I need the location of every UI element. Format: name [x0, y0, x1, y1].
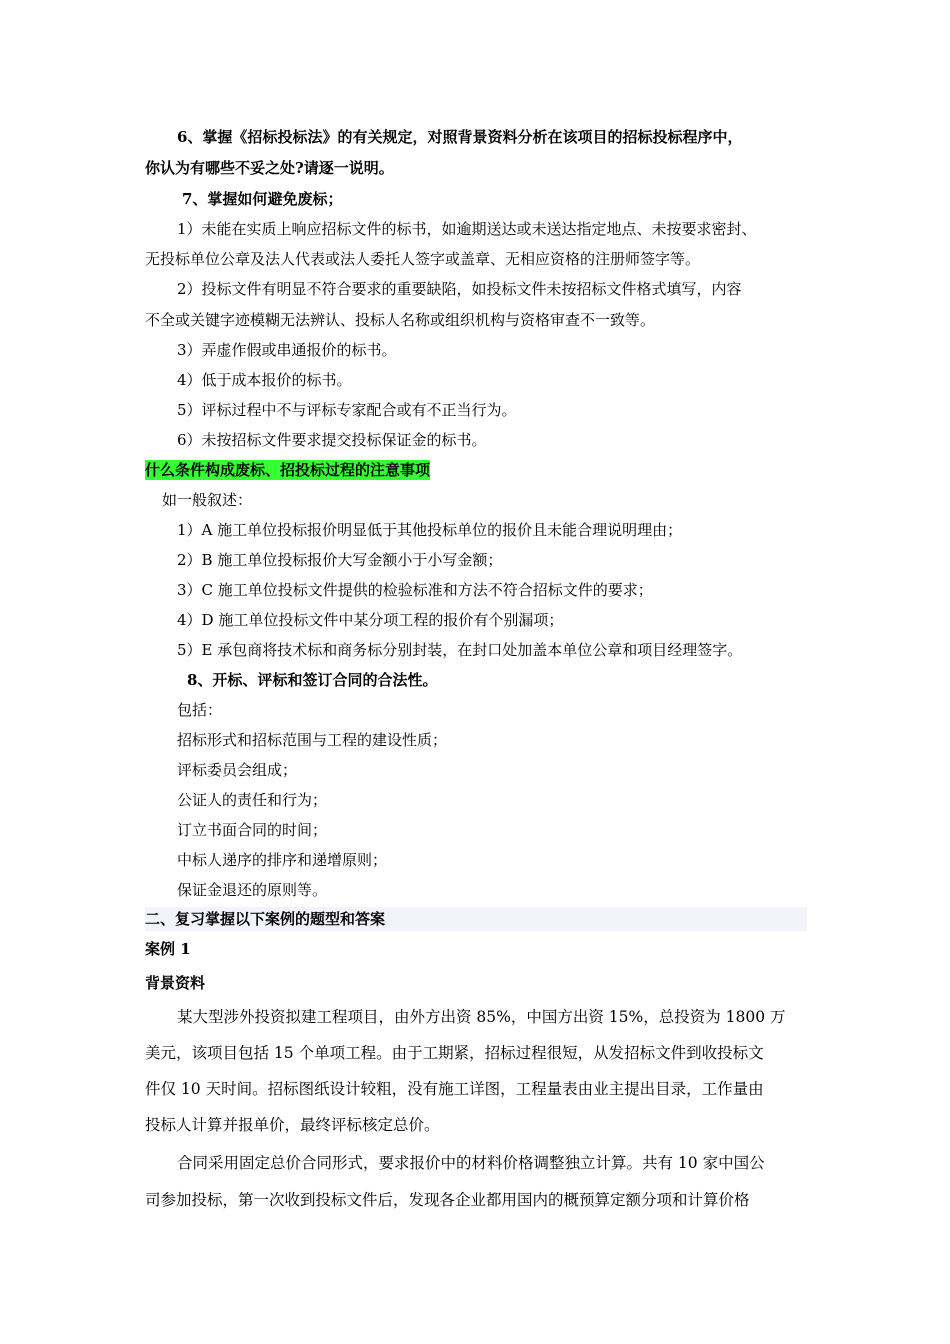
q6-line-2: 你认为有哪些不妥之处?请逐一说明。	[145, 159, 394, 177]
q7-item-1b: 无投标单位公章及法人代表或法人委托人签字或盖章、无相应资格的注册师签字等。	[145, 250, 701, 268]
q8-item-3: 公证人的责任和行为；	[177, 791, 328, 809]
para1-line-3: 件仅 10 天时间。招标图纸设计较粗，没有施工详图，工程量表由业主提出目录，工作量由	[145, 1080, 764, 1098]
q7-heading: 7、掌握如何避免废标；	[182, 190, 343, 208]
q6-line-1: 6、掌握《招标投标法》的有关规定，对照背景资料分析在该项目的招标投标程序中，	[177, 128, 743, 146]
para2-line-1: 合同采用固定总价合同形式，要求报价中的材料价格调整独立计算。共有 10 家中国公	[177, 1154, 765, 1172]
q7-item-5: 5）评标过程中不与评标专家配合或有不正当行为。	[177, 401, 517, 419]
highlight-item-1: 1）A 施工单位投标报价明显低于其他投标单位的报价且未能合理说明理由；	[177, 521, 683, 539]
highlight-intro: 如一般叙述：	[162, 491, 253, 509]
q7-item-1a: 1）未能在实质上响应招标文件的标书，如逾期送达或未送达指定地点、未按要求密封、	[177, 220, 757, 238]
q7-item-2a: 2）投标文件有明显不符合要求的重要缺陷，如投标文件未按招标文件格式填写，内容	[177, 280, 742, 298]
q7-item-4: 4）低于成本报价的标书。	[177, 371, 352, 389]
section-2-title: 二、复习掌握以下案例的题型和答案	[145, 907, 807, 931]
q8-item-4: 订立书面合同的时间；	[177, 821, 328, 839]
q7-item-6: 6）未按招标文件要求提交投标保证金的标书。	[177, 431, 487, 449]
q8-item-6: 保证金退还的原则等。	[177, 881, 328, 899]
q8-item-1: 招标形式和招标范围与工程的建设性质；	[177, 731, 448, 749]
background-heading: 背景资料	[145, 974, 206, 992]
q8-item-5: 中标人递序的排序和递增原则；	[177, 851, 388, 869]
highlighted-heading: 什么条件构成废标、招投标过程的注意事项	[145, 461, 431, 479]
q7-item-3: 3）弄虚作假或串通报价的标书。	[177, 341, 397, 359]
highlight-item-3: 3）C 施工单位投标文件提供的检验标准和方法不符合招标文件的要求；	[177, 581, 653, 599]
q8-intro: 包括：	[177, 701, 223, 719]
para1-line-1: 某大型涉外投资拟建工程项目，由外方出资 85%，中国方出资 15%，总投资为 1800 万	[177, 1008, 786, 1026]
highlight-item-2: 2）B 施工单位投标报价大写金额小于小写金额；	[177, 551, 503, 569]
para2-line-2: 司参加投标，第一次收到投标文件后，发现各企业都用国内的概预算定额分项和计算价格	[145, 1191, 750, 1209]
highlight-item-4: 4）D 施工单位投标文件中某分项工程的报价有个别漏项；	[177, 611, 564, 629]
para1-line-2: 美元，该项目包括 15 个单项工程。由于工期紧，招标过程很短，从发招标文件到收投标文	[145, 1044, 764, 1062]
case-title: 案例 1	[145, 940, 191, 958]
q8-item-2: 评标委员会组成；	[177, 761, 298, 779]
highlight-item-5: 5）E 承包商将技术标和商务标分别封装，在封口处加盖本单位公章和项目经理签字。	[177, 641, 743, 659]
para1-line-4: 投标人计算并报单价，最终评标核定总价。	[145, 1116, 440, 1134]
q7-item-2b: 不全或关键字迹模糊无法辨认、投标人名称或组织机构与资格审查不一致等。	[145, 311, 656, 329]
q8-heading: 8、开标、评标和签订合同的合法性。	[187, 671, 438, 689]
